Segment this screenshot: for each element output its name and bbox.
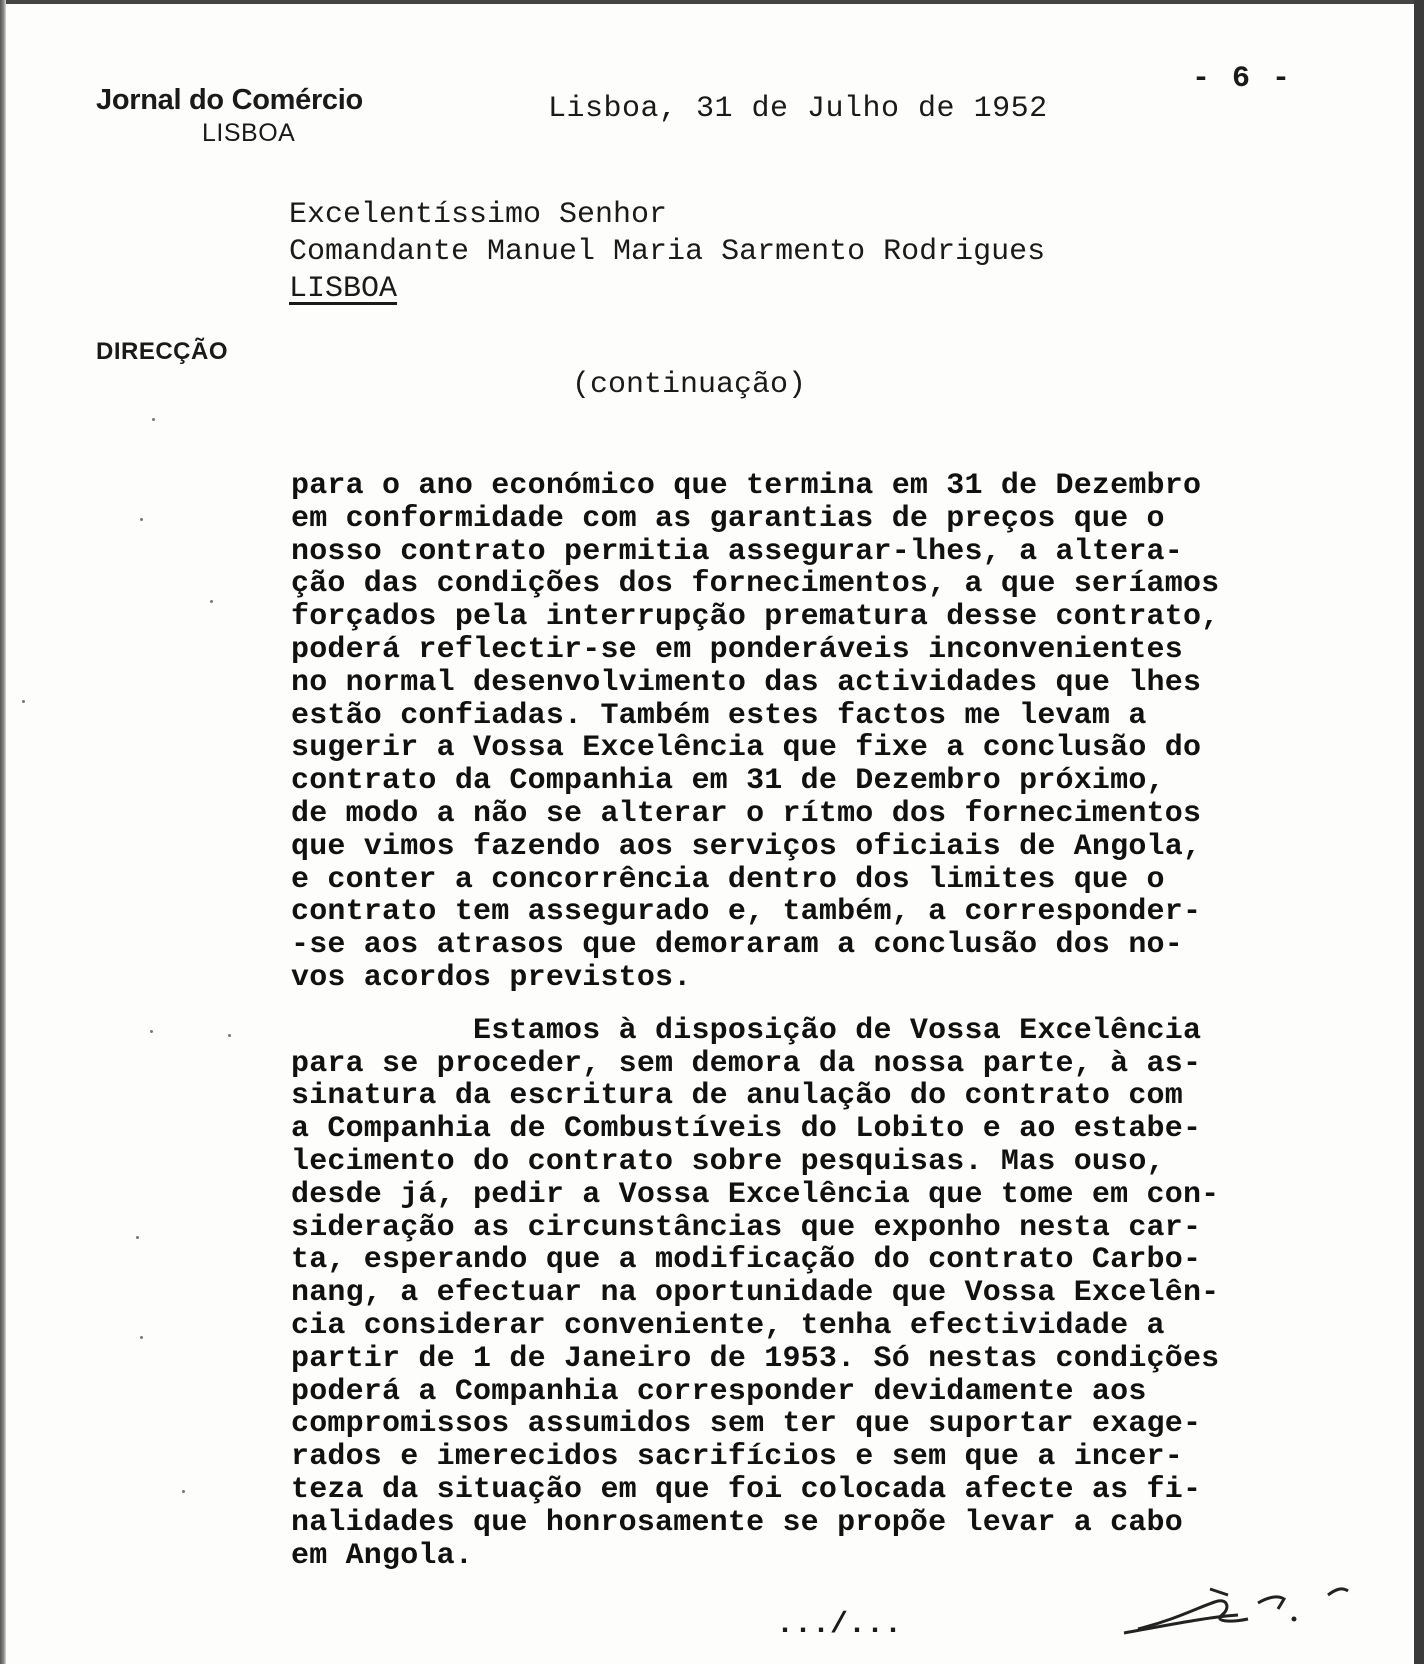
body-line: partir de 1 de Janeiro de 1953. Só nestas condições [291, 1341, 1220, 1376]
body-line: Estamos à disposição de Vossa Excelência [291, 1013, 1202, 1048]
addressee-city: LISBOA [289, 272, 398, 306]
letter-body [291, 470, 1219, 1572]
continuation-heading: (continuação) [572, 368, 807, 402]
signature-scribble-icon [1118, 1575, 1358, 1645]
body-line: compromissos assumidos sem ter que suportar exage- [291, 1407, 1202, 1442]
body-line: nosso contrato permitia assegurar-lhes, a altera- [291, 534, 1183, 569]
paper-speck [136, 1236, 139, 1239]
body-line: teza da situação em que foi colocada afecte as fi- [291, 1472, 1202, 1507]
letterhead [96, 84, 363, 148]
body-line: em Angola. [291, 1538, 474, 1573]
addressee-name: Comandante Manuel Maria Sarmento Rodrigues [289, 235, 1046, 269]
paper-speck [152, 418, 155, 421]
body-line: rados e imerecidos sacrifícios e sem que a incer- [291, 1440, 1183, 1475]
body-line: contrato tem assegurado e, também, a corresponder- [291, 895, 1202, 930]
body-line: desde já, pedir a Vossa Excelência que tome em con- [291, 1177, 1220, 1212]
paper-speck [228, 1034, 231, 1037]
body-line: sinatura da escritura de anulação do contrato com [291, 1079, 1183, 1114]
page-left-edge [0, 0, 6, 1664]
body-line: lecimento do contrato sobre pesquisas. Mas ouso, [291, 1144, 1165, 1179]
paper-speck [182, 1490, 185, 1493]
paper-speck [150, 1030, 153, 1033]
body-line: -se aos atrasos que demoraram a conclusão dos no- [291, 928, 1183, 963]
body-line: a Companhia de Combustíveis do Lobito e ao estabe- [291, 1112, 1202, 1147]
body-line: de modo a não se alterar o rítmo dos fornecimentos [291, 796, 1202, 831]
body-line: vos acordos previstos. [291, 960, 692, 995]
body-line: ta, esperando que a modificação do contrato Carbo- [291, 1243, 1202, 1278]
addressee-salutation: Excelentíssimo Senhor [289, 198, 668, 232]
paragraph-1 [291, 470, 1219, 995]
body-line: cia considerar conveniente, tenha efectividade a [291, 1308, 1165, 1343]
body-line: que vimos fazendo aos serviços oficiais de Angola, [291, 829, 1202, 864]
body-line: contrato da Companhia em 31 de Dezembro próximo, [291, 764, 1165, 799]
paper-speck [140, 518, 143, 521]
body-line: para o ano económico que termina em 31 de Dezembro [291, 469, 1202, 503]
body-line: estão confiadas. Também estes factos me levam a [291, 698, 1147, 733]
page-number: - 6 - [1192, 62, 1293, 96]
paragraph-2 [291, 1015, 1219, 1573]
body-line: forçados pela interrupção prematura desse contrato, [291, 600, 1220, 635]
page-top-edge [0, 0, 1424, 4]
page-right-edge [1414, 0, 1424, 1664]
body-line: ção das condições dos fornecimentos, a que seríamos [291, 567, 1220, 602]
letterhead-city: LISBOA [202, 119, 296, 147]
paper-speck [140, 1336, 143, 1339]
body-line: sideração as circunstâncias que exponho nesta car- [291, 1210, 1202, 1245]
dateline: Lisboa, 31 de Julho de 1952 [548, 92, 1048, 126]
body-line: nang, a efectuar na oportunidade que Vossa Excelên- [291, 1276, 1220, 1311]
body-line: sugerir a Vossa Excelência que fixe a conclusão do [291, 731, 1202, 766]
body-line: nalidades que honrosamente se propõe levar a cabo [291, 1505, 1183, 1540]
body-line: poderá reflectir-se em ponderáveis inconvenientes [291, 632, 1183, 667]
paper-speck [22, 700, 25, 703]
body-line: no normal desenvolvimento das actividades que lhes [291, 665, 1202, 700]
letterhead-name: Jornal do Comércio [96, 84, 363, 116]
department-label: DIRECÇÃO [96, 338, 229, 365]
continued-marker: .../... [776, 1608, 903, 1642]
addressee-block [289, 197, 1045, 308]
paper-speck [210, 600, 213, 603]
body-line: para se proceder, sem demora da nossa parte, à as- [291, 1046, 1202, 1081]
body-line: e conter a concorrência dentro dos limites que o [291, 862, 1165, 897]
body-line: em conformidade com as garantias de preços que o [291, 501, 1165, 536]
body-line: poderá a Companhia corresponder devidamente aos [291, 1374, 1147, 1409]
